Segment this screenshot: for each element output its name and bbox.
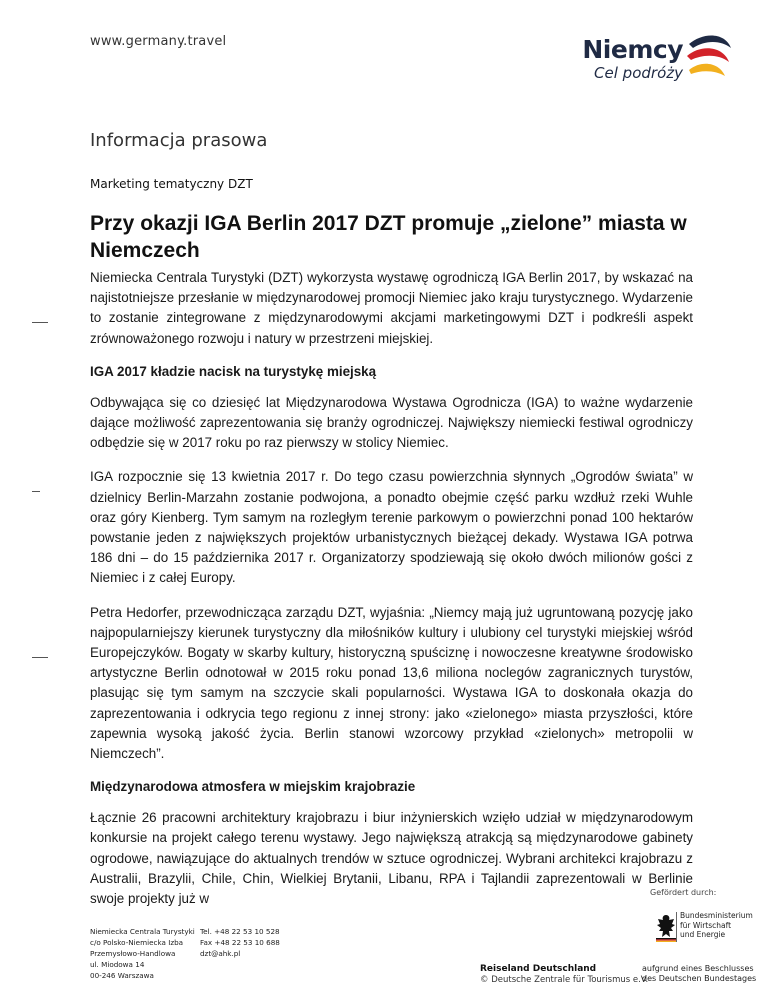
reiseland-title: Reiseland Deutschland bbox=[480, 964, 597, 974]
website-url: www.germany.travel bbox=[90, 34, 227, 49]
article-body bbox=[90, 268, 693, 923]
office-address bbox=[90, 926, 195, 981]
margin-fold-mark bbox=[32, 322, 48, 323]
swoosh-logo-icon bbox=[683, 30, 735, 92]
margin-hole-mark bbox=[32, 491, 40, 492]
body-paragraph: Odbywająca się co dziesięć lat Międzynarodowa Wystawa Ogrodnicza (IGA) to ważne wydarzenie dające możliwość zaprezentowania się branży ogrodniczej. Największy niemiecki festiwal ogrodniczy odbędzie się w 2017 roku po raz pierwszy w stolicy Niemiec. bbox=[90, 394, 693, 451]
fax-number: Fax +48 22 53 10 688 bbox=[200, 938, 280, 947]
ministry-name-line: und Energie bbox=[680, 930, 726, 939]
body-paragraph: Łącznie 26 pracowni architektury krajobrazu i biur inżynierskich wzięło udział w międzynarodowym konkursie na projekt całego terenu wystawy. Jego największą atrakcją są międzynarodowe gabinety ogrodowe, nawiązujące do aktualnych trendów w sztuce ogrodniczej. Wybrani architekci krajobrazu z Australii, Brazylii, Chile, Chin, Wielkiej Brytanii, Libanu, RPA i Tajlandii zaprezentowali w Berlinie swoje projekty już w bbox=[90, 810, 693, 907]
funded-by-label: Gefördert durch: bbox=[650, 888, 717, 897]
logo-tagline: Cel podróży bbox=[594, 64, 683, 82]
intro-paragraph: Niemiecka Centrala Turystyki (DZT) wykorzysta wystawę ogrodniczą IGA Berlin 2017, by wskazać na najistotniejsze przesłanie w międzynarodowej promocji Niemiec jako kraju turystycznego. Wydarzenie to zostanie zintegrowane z międzynarodowymi akcjami marketingowymi DZT i podkreśli aspekt zrównoważonego rozwoju i natury w przestrzeni miejskiej. bbox=[90, 270, 693, 346]
ministry-logo bbox=[650, 910, 760, 955]
ministry-name-line: für Wirtschaft bbox=[680, 920, 732, 930]
ministry-divider bbox=[676, 912, 677, 942]
address-line: Przemysłowo-Handlowa bbox=[90, 949, 176, 958]
kicker-label: Marketing tematyczny DZT bbox=[90, 177, 253, 191]
address-line: 00-246 Warszawa bbox=[90, 971, 154, 980]
phone-number: Tel. +48 22 53 10 528 bbox=[200, 927, 280, 936]
federal-eagle-icon bbox=[656, 912, 676, 942]
section-heading: IGA 2017 kładzie nacisk na turystykę miejską bbox=[90, 363, 377, 379]
margin-fold-mark bbox=[32, 657, 48, 658]
address-line: c/o Polsko-Niemiecka Izba bbox=[90, 938, 184, 947]
decision-line: aufgrund eines Beschlusses bbox=[642, 964, 754, 973]
office-contact bbox=[200, 926, 280, 959]
section-heading: Międzynarodowa atmosfera w miejskim krajobrazie bbox=[90, 779, 416, 795]
ministry-name bbox=[680, 911, 753, 940]
address-line: Niemiecka Centrala Turystyki bbox=[90, 927, 195, 936]
decision-line: des Deutschen Bundestages bbox=[642, 974, 757, 983]
reiseland-credit bbox=[480, 964, 648, 986]
body-paragraph: Petra Hedorfer, przewodnicząca zarządu DZT, wyjaśnia: „Niemcy mają już ugruntowaną pozycję jako najpopularniejszy kierunek turystyczny dla miłośników kultury i ulubiony cel turystyki miejskiej wśród Europejczyków. Bogaty w skarby kultury, historyczną spuściznę i nowoczesne kreatywne środowisko artystyczne Berlin odnotował w 2015 roku ponad 13,6 miliona noclegów zagranicznych turystów, plasując się tym samym na szczycie skali popularności. Wystawa IGA to doskonała okazja do zaprezentowania i odkrycia tego regionu z innej strony: jako «zielonego» miasta przyszłości, które zapewnia wysoką jakość życia. Berlin stanowi wzorcowy przykład «zielonych» metropolii w Niemczech”. bbox=[90, 604, 693, 762]
document-type: Informacja prasowa bbox=[90, 130, 268, 151]
ministry-name-line: Bundesministerium bbox=[680, 911, 753, 920]
niemcy-logo bbox=[560, 30, 735, 100]
body-paragraph: IGA rozpocznie się 13 kwietnia 2017 r. Do tego czasu powierzchnia słynnych „Ogrodów świata” w dzielnicy Berlin-Marzahn zostanie podwojona, a ponadto obejmie część parku wzdłuż rzeki Wuhle oraz góry Kienberg. Tym samym na rozległym terenie parkowym o powierzchni ponad 100 hektarów powstanie jeden z największych projektów urbanistycznych bieżącej dekady. Wystawa IGA potrwa 186 dni – do 15 października 2017 r. Organizatorzy spodziewają się około dwóch milionów gości z Niemiec i z całej Europy. bbox=[90, 469, 693, 586]
email-address: dzt@ahk.pl bbox=[200, 949, 241, 958]
logo-wordmark: Niemcy bbox=[582, 35, 683, 64]
reiseland-copyright: © Deutsche Zentrale für Tourismus e.V. bbox=[480, 975, 649, 985]
address-line: ul. Miodowa 14 bbox=[90, 960, 145, 969]
article-headline: Przy okazji IGA Berlin 2017 DZT promuje „zielone” miasta w Niemczech bbox=[90, 212, 687, 262]
bundestag-decision bbox=[642, 964, 756, 984]
